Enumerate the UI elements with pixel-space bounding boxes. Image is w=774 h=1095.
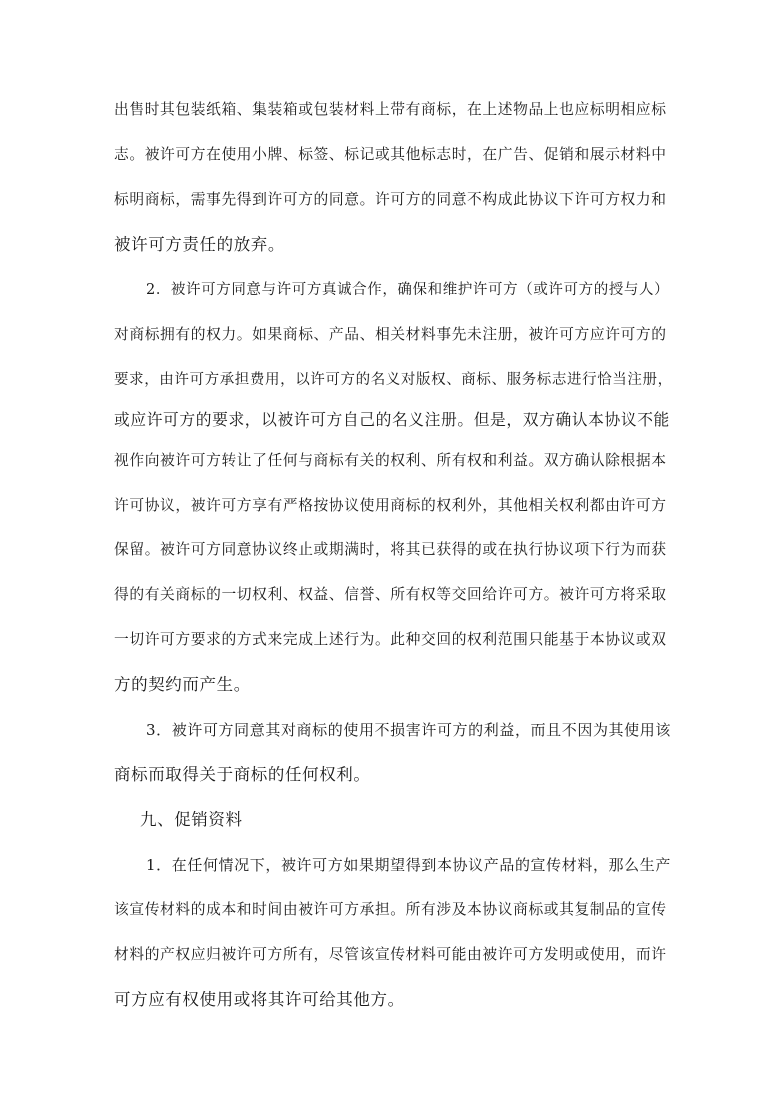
paragraph-line: 视作向被许可方转让了任何与商标有关的权利、所有权和利益。双方确认除根据本 xyxy=(114,452,667,469)
paragraph-line: 被许可方责任的放弃。 xyxy=(114,235,285,254)
paragraph-line: 该宣传材料的成本和时间由被许可方承担。所有涉及本协议商标或其复制品的宣传 xyxy=(114,901,667,918)
paragraph-line: 要求，由许可方承担费用，以许可方的名义对版权、商标、服务标志进行恰当注册， xyxy=(114,372,673,388)
paragraph-line: 一切许可方要求的方式来完成上述行为。此种交回的权利范围只能基于本协议或双 xyxy=(114,631,667,648)
paragraph-line: 或应许可方的要求，以被许可方自己的名义注册。但是，双方确认本协议不能 xyxy=(114,410,670,429)
clause-1-line: 1．在任何情况下，被许可方如果期望得到本协议产品的宣传材料，那么生产 xyxy=(146,856,671,874)
paragraph-line: 许可协议，被许可方享有严格按协议使用商标的权利外，其他相关权利都由许可方 xyxy=(114,497,667,514)
paragraph-line: 对商标拥有的权力。如果商标、产品、相关材料事先未注册，被许可方应许可方的 xyxy=(114,326,667,343)
clause-3-line: 3．被许可方同意其对商标的使用不损害许可方的利益，而且不因为其使用该 xyxy=(146,721,671,739)
clause-2-line: 2．被许可方同意与许可方真诚合作，确保和维护许可方（或许可方的授与人） xyxy=(146,282,670,298)
paragraph-line: 出售时其包装纸箱、集装箱或包装材料上带有商标，在上述物品上也应标明相应标 xyxy=(114,101,667,118)
paragraph-line: 得的有关商标的一切权利、权益、信誉、所有权等交回给许可方。被许可方将采取 xyxy=(114,586,667,603)
paragraph-line: 方的契约而产生。 xyxy=(114,675,251,694)
section-heading: 九、促销资料 xyxy=(140,810,243,829)
paragraph-line: 可方应有权使用或将其许可给其他方。 xyxy=(114,990,405,1009)
paragraph-line: 志。被许可方在使用小牌、标签、标记或其他标志时，在广告、促销和展示材料中 xyxy=(114,146,667,163)
paragraph-line: 材料的产权应归被许可方所有，尽管该宣传材料可能由被许可方发明或使用，而许 xyxy=(114,946,667,963)
paragraph-line: 标明商标，需事先得到许可方的同意。许可方的同意不构成此协议下许可方权力和 xyxy=(114,191,667,208)
paragraph-line: 商标而取得关于商标的任何权利。 xyxy=(114,765,371,784)
paragraph-line: 保留。被许可方同意协议终止或期满时，将其已获得的或在执行协议项下行为而获 xyxy=(114,541,667,558)
